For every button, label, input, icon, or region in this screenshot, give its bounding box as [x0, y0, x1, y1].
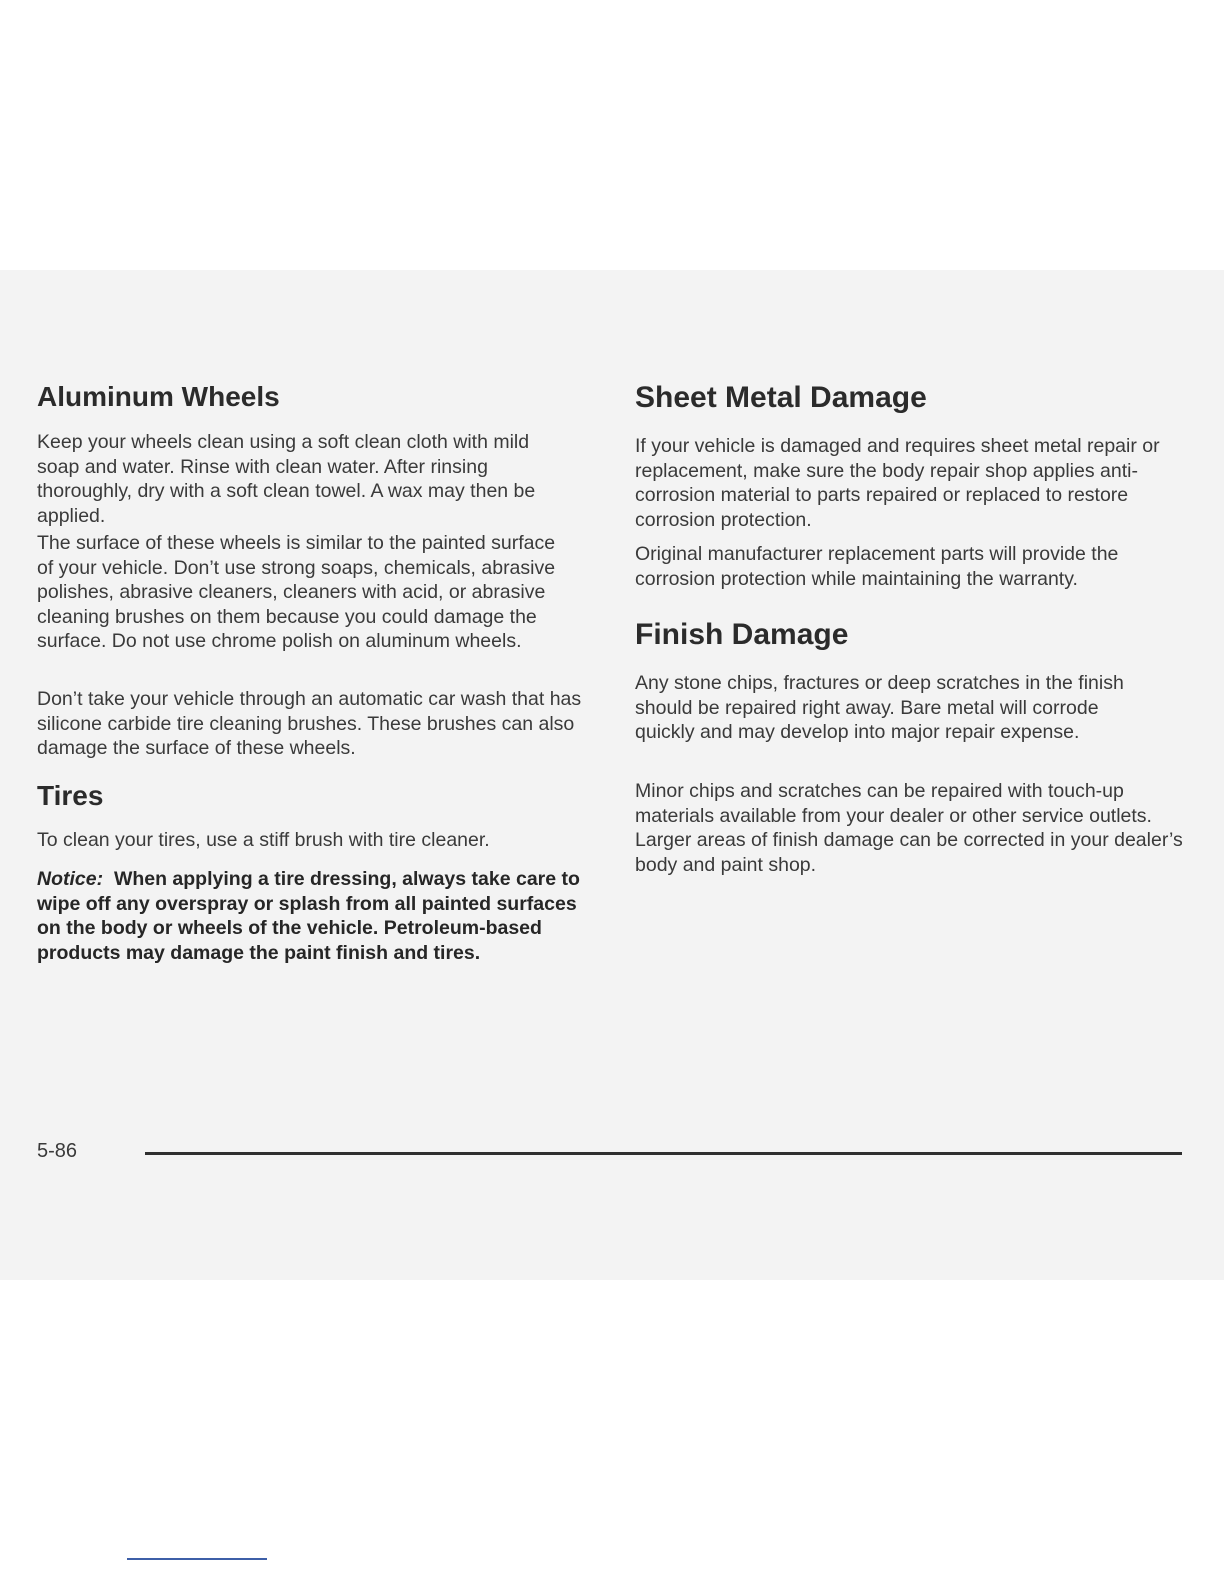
footer-rule — [145, 1152, 1182, 1155]
paragraph-tires-cleaning: To clean your tires, use a stiff brush with tire cleaner. — [37, 829, 490, 851]
manual-page — [0, 270, 1224, 1280]
notice-tire-dressing — [37, 867, 585, 965]
heading-aluminum-wheels: Aluminum Wheels — [37, 381, 280, 412]
paragraph-sheet-metal-repair: If your vehicle is damaged and requires sheet metal repair or replacement, make sure the body repair shop applies anti-corrosion material to parts repaired or replaced to restore corrosion protection. — [635, 435, 1160, 531]
paragraph-aluminum-wheels-cleaning: Keep your wheels clean using a soft clean cloth with mild soap and water. Rinse with clean water. After rinsing thoroughly, dry with a soft clean towel. A wax may then be applied. — [37, 431, 536, 527]
link-underline — [127, 1558, 267, 1560]
paragraph-finish-damage-repair: Any stone chips, fractures or deep scratches in the finish should be repaired right away. Bare metal will corrode quickly and may develop into major repair expense. — [635, 672, 1124, 743]
notice-text: When applying a tire dressing, always take care to wipe off any overspray or splash from all painted surfaces on the body or wheels of the vehicle. Petroleum-based products may damage the paint finish and tires. — [37, 868, 580, 964]
heading-finish-damage: Finish Damage — [635, 618, 849, 651]
page-number: 5-86 — [37, 1140, 78, 1162]
notice-label: Notice: — [37, 868, 104, 890]
heading-sheet-metal-damage: Sheet Metal Damage — [635, 381, 927, 414]
paragraph-finish-damage-touch-up: Minor chips and scratches can be repaired with touch-up materials available from your dealer or other service outlets. Larger areas of finish damage can be corrected in your dealer’s body and paint shop. — [635, 780, 1183, 876]
heading-tires: Tires — [37, 780, 104, 811]
paragraph-sheet-metal-replacement-parts: Original manufacturer replacement parts will provide the corrosion protection while maintaining the warranty. — [635, 543, 1119, 590]
paragraph-aluminum-wheels-surface: The surface of these wheels is similar to the painted surface of your vehicle. Don’t use strong soaps, chemicals, abrasive polishes, abrasive cleaners, cleaners with acid, or abrasive cleaning brushes on them because you could damage the surface. Do not use chrome polish on aluminum wheels. — [37, 532, 556, 652]
paragraph-aluminum-wheels-car-wash: Don’t take your vehicle through an automatic car wash that has silicone carbide tire cleaning brushes. These brushes can also damage the surface of these wheels. — [37, 688, 582, 759]
